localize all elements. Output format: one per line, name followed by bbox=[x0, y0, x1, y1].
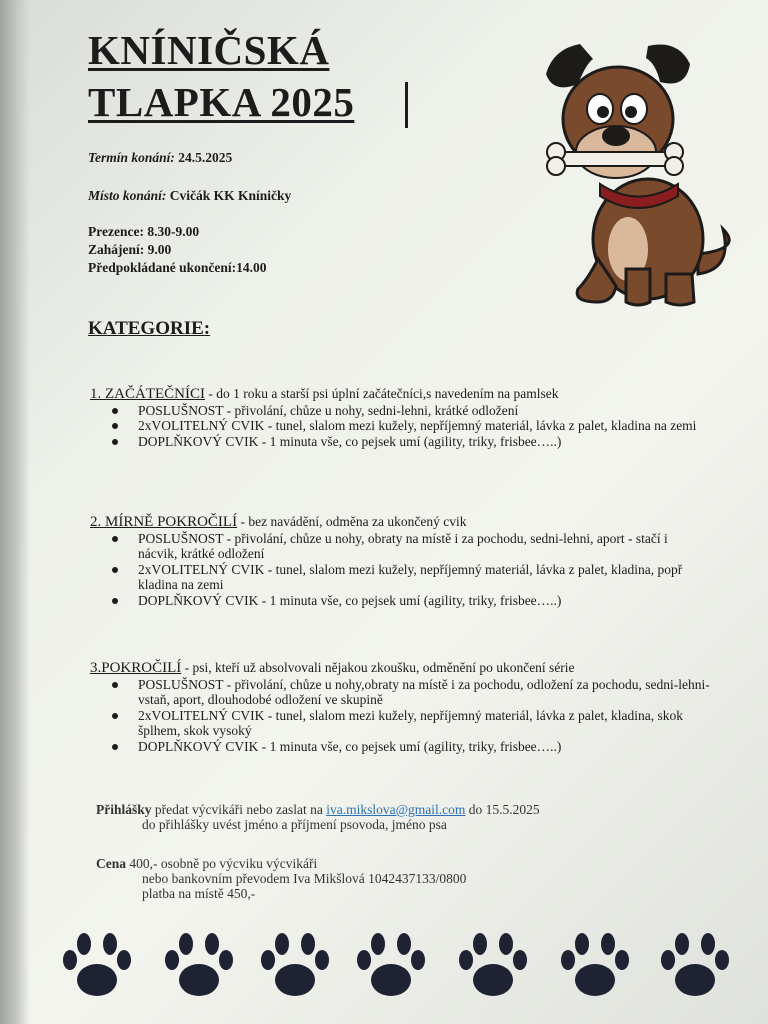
title-cursor-mark bbox=[405, 82, 408, 128]
category-name: 3.POKROČILÍ bbox=[90, 660, 182, 676]
paw-print-icon bbox=[354, 928, 428, 1000]
paw-print-icon bbox=[162, 928, 236, 1000]
event-date-value: 24.5.2025 bbox=[174, 150, 233, 165]
list-item: POSLUŠNOST - přivolání, chůze u nohy, sedni-lehni, krátké odložení bbox=[138, 403, 710, 419]
presence-label: Prezence: bbox=[88, 224, 144, 239]
title-line-2: TLAPKA 2025 bbox=[88, 79, 355, 125]
registration-info bbox=[96, 802, 540, 832]
list-item: DOPLŇKOVÝ CVIK - 1 minuta vše, co pejsek umí (agility, triky, frisbee…..) bbox=[138, 434, 710, 450]
paw-prints-row bbox=[60, 928, 740, 1008]
event-date bbox=[88, 150, 232, 166]
event-place bbox=[88, 188, 291, 204]
event-schedule bbox=[88, 223, 267, 277]
list-item: 2xVOLITELNÝ CVIK - tunel, slalom mezi kužely, nepříjemný materiál, lávka z palet, kladina na zemi bbox=[138, 418, 710, 434]
end-value: 14.00 bbox=[236, 260, 267, 275]
paw-print-icon bbox=[658, 928, 732, 1000]
start-label: Zahájení: bbox=[88, 242, 145, 257]
event-place-value: Cvičák KK Kníničky bbox=[166, 188, 292, 203]
end-label: Předpokládané ukončení: bbox=[88, 260, 237, 275]
list-item: POSLUŠNOST - přivolání, chůze u nohy, obraty na místě i za pochodu, sedni-lehni, aport - stačí i nácvik, krátké odložení bbox=[138, 531, 710, 562]
paw-print-icon bbox=[558, 928, 632, 1000]
registration-label: Přihlášky bbox=[96, 802, 152, 817]
category-advanced bbox=[90, 660, 710, 754]
paw-print-icon bbox=[258, 928, 332, 1000]
registration-note: do přihlášky uvést jméno a příjmení psovoda, jméno psa bbox=[142, 817, 447, 832]
page-edge-shadow bbox=[0, 0, 30, 1024]
presence-value: 8.30-9.00 bbox=[143, 224, 200, 239]
price-line-2: nebo bankovním převodem Iva Mikšlová 1042437133/0800 bbox=[142, 871, 467, 886]
category-intermediate bbox=[90, 514, 710, 608]
event-place-label: Místo konání: bbox=[88, 188, 167, 203]
registration-email-link[interactable]: iva.mikslova@gmail.com bbox=[326, 802, 466, 817]
poster-title bbox=[88, 24, 418, 128]
dog-illustration bbox=[538, 34, 738, 314]
category-desc: - psi, kteří už absolvovali nějakou zkoušku, odměnění po ukončení série bbox=[181, 660, 575, 675]
list-item: 2xVOLITELNÝ CVIK - tunel, slalom mezi kužely, nepříjemný materiál, lávka z palet, kladina, skok šplhem, skok vysoký bbox=[138, 708, 710, 739]
title-line-1: KNÍNIČSKÁ bbox=[88, 27, 330, 73]
category-desc: - bez navádění, odměna za ukončený cvik bbox=[237, 514, 467, 529]
registration-text: předat výcvikáři nebo zaslat na bbox=[151, 802, 327, 817]
category-name: 2. MÍRNĚ POKROČILÍ bbox=[90, 514, 238, 530]
category-beginners bbox=[90, 386, 710, 449]
category-desc: - do 1 roku a starší psi úplní začátečníci,s navedením na pamlsek bbox=[205, 386, 559, 401]
list-item: POSLUŠNOST - přivolání, chůze u nohy,obraty na místě i za pochodu, odložení za pochodu, sedni-lehni-vstaň, aport, dlouhodobé odložení ve skupině bbox=[138, 676, 710, 707]
price-line-3: platba na místě 450,- bbox=[142, 886, 256, 901]
list-item: DOPLŇKOVÝ CVIK - 1 minuta vše, co pejsek umí (agility, triky, frisbee…..) bbox=[138, 739, 710, 755]
categories-heading: KATEGORIE: bbox=[88, 318, 211, 339]
price-info bbox=[96, 856, 466, 901]
paw-print-icon bbox=[60, 928, 134, 1000]
event-date-label: Termín konání: bbox=[88, 150, 175, 165]
registration-deadline: do 15.5.2025 bbox=[465, 802, 540, 817]
list-item: DOPLŇKOVÝ CVIK - 1 minuta vše, co pejsek umí (agility, triky, frisbee…..) bbox=[138, 593, 710, 609]
category-name: 1. ZAČÁTEČNÍCI bbox=[90, 386, 205, 402]
paw-print-icon bbox=[456, 928, 530, 1000]
list-item: 2xVOLITELNÝ CVIK - tunel, slalom mezi kužely, nepříjemný materiál, lávka z palet, kladina, popř kladina na zemi bbox=[138, 562, 710, 593]
price-label: Cena bbox=[96, 856, 126, 871]
price-line-1: 400,- osobně po výcviku výcvikáři bbox=[126, 856, 318, 871]
start-value: 9.00 bbox=[144, 242, 172, 257]
